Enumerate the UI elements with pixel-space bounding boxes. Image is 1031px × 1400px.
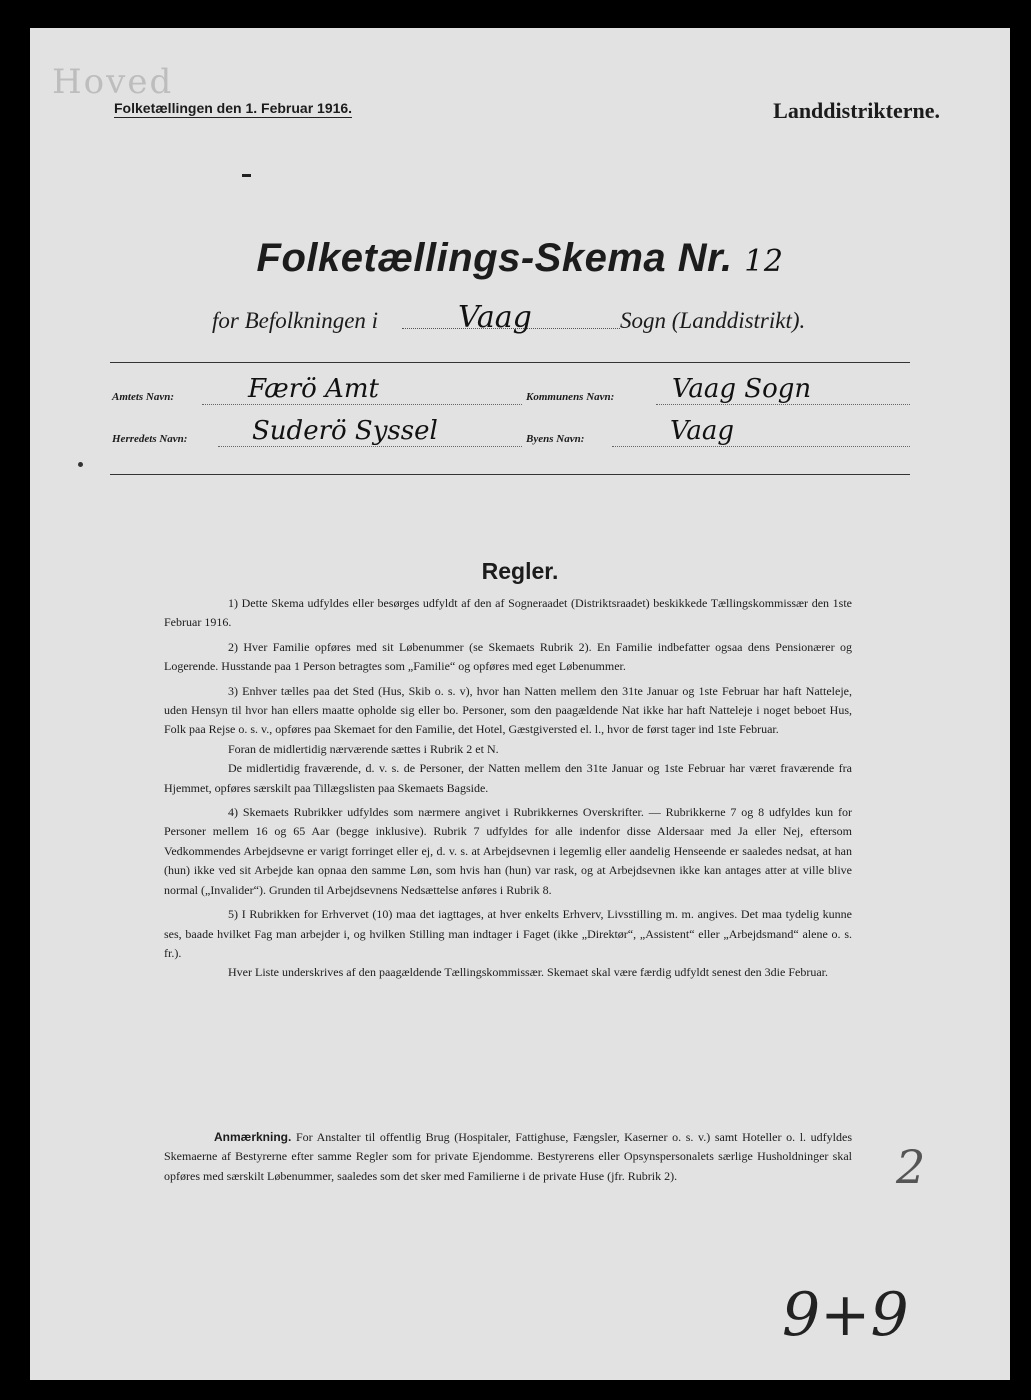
header-district-type: Landdistrikterne. <box>773 98 940 123</box>
by-line <box>612 446 910 447</box>
herred-line <box>218 446 522 447</box>
befolkning-suffix: Sogn (Landdistrikt). <box>620 308 806 333</box>
rule-paragraph: 2) Hver Familie opføres med sit Løbenummer (se Skemaets Rubrik 2). En Familie indbefatter ogsaa dens Pensionærer og Logerende. Husstande paa 1 Person betragtes som „Familie“ og opføres med eget Løbenummer. <box>164 639 852 674</box>
herred-label: Herredets Navn: <box>112 433 188 445</box>
header-census-date: Folketællingen den 1. Februar 1916. <box>114 100 353 116</box>
rules-section <box>164 594 852 988</box>
kommune-label: Kommunens Navn: <box>526 391 615 403</box>
anmaerkning-label: Anmærkning. <box>214 1130 292 1144</box>
amt-value: Færö Amt <box>248 374 379 404</box>
befolkning-parish: Vaag <box>458 300 532 335</box>
befolkning-prefix: for Befolkningen i <box>212 308 379 333</box>
kommune-value: Vaag Sogn <box>672 374 812 404</box>
kommune-line <box>656 404 910 405</box>
census-form-page <box>30 28 1010 1380</box>
top-rule <box>110 362 910 363</box>
rule-paragraph: 4) Skemaets Rubrikker udfyldes som nærmere angivet i Rubrikkernes Overskrifter. — Rubrikkerne 7 og 8 udfyldes kun for Personer mellem 16 og 65 Aar (begge inklusive). Rubrik 7 udfyldes for alle indenfor disse Aldersaar med Ja eller Nej, eftersom Vedkommendes Arbejdsevne er varigt forringet eller ej, d. v. s. at Arbejdsevnen i legemlig eller aandelig Henseende er saaledes nedsat, at han (hun) ikke ved sit Arbejde kan opnaa den samme Løn, som hvis han (hun) var rask, og at Arbejdsevnen ikke kan antages atter at ville blive normal („Invalider“). Grunden til Arbejdsevnens Nedsættelse anføres i Rubrik 8. <box>164 805 852 897</box>
hoved-stamp: Hoved <box>52 62 174 102</box>
form-title-text: Folketællings-Skema Nr. <box>256 236 733 280</box>
bottom-number-handwritten: 9+9 <box>782 1280 909 1350</box>
rule-paragraph: Hver Liste underskrives af den paagældende Tællingskommissær. Skemaet skal være færdig udfyldt senest den 3die Februar. <box>228 965 828 980</box>
anmaerkning-note <box>164 1128 852 1186</box>
by-value: Vaag <box>670 416 735 446</box>
by-label: Byens Navn: <box>526 433 585 445</box>
rule-paragraph: De midlertidig fraværende, d. v. s. de Personer, der Natten mellem den 31te Januar og 1ste Februar har været fraværende fra Hjemmet, opføres særskilt paa Tillægslisten paa Skemaets Bagside. <box>164 761 852 795</box>
form-number: 12 <box>744 244 784 279</box>
form-title <box>30 236 1010 281</box>
herred-value: Suderö Syssel <box>252 416 438 446</box>
page-number-handwritten: 2 <box>896 1140 926 1194</box>
amt-label: Amtets Navn: <box>112 391 175 403</box>
bottom-rule <box>110 474 910 475</box>
rule-paragraph: 5) I Rubrikken for Erhvervet (10) maa det iagttages, at hver enkelts Erhverv, Livsstilling m. m. angives. Det maa tydelig kunne ses, baade hvilket Fag man arbejder i, og hvilken Stilling man indtager i Faget (ikke „Direktør“, „Assistent“ eller „Arbejdsmand“ alene o. s. fr.). <box>164 907 852 960</box>
amt-line <box>202 404 522 405</box>
dash-mark <box>242 174 251 177</box>
regler-title: Regler. <box>481 558 559 584</box>
anmaerkning-text: For Anstalter til offentlig Brug (Hospitaler, Fattighuse, Fængsler, Kaserner o. s. v.) samt Hoteller o. l. udfyldes Skemaerne af Bestyrerne efter samme Regler som for private Ejendomme. Bestyrerens eller Opsynspersonalets særlige Husholdninger skal opføres med særskilt Løbenummer, saaledes som det sker med Familierne i de private Huse (jfr. Rubrik 2). <box>164 1130 853 1183</box>
rule-paragraph: 3) Enhver tælles paa det Sted (Hus, Skib o. s. v), hvor han Natten mellem den 31te Januar og 1ste Februar har haft Natteleje, uden Hensyn til hvor han ellers maatte opholde sig eller bo. Personer, som den paagældende Nat ikke har haft Natteleje i noget beboet Hus, Folk paa Rejse o. s. v., opføres paa Skemaet for den Familie, det Hotel, Gæstgiversted el. l., hvor de først tager ind 1ste Februar. <box>164 683 852 737</box>
bullet-mark <box>78 462 83 467</box>
rule-paragraph: Foran de midlertidig nærværende sættes i Rubrik 2 et N. <box>228 741 499 756</box>
rule-paragraph: 1) Dette Skema udfyldes eller besørges udfyldt af den af Sogneraadet (Distriktsraadet) beskikkede Tællingskommissær den 1ste Februar 1916. <box>164 596 852 630</box>
